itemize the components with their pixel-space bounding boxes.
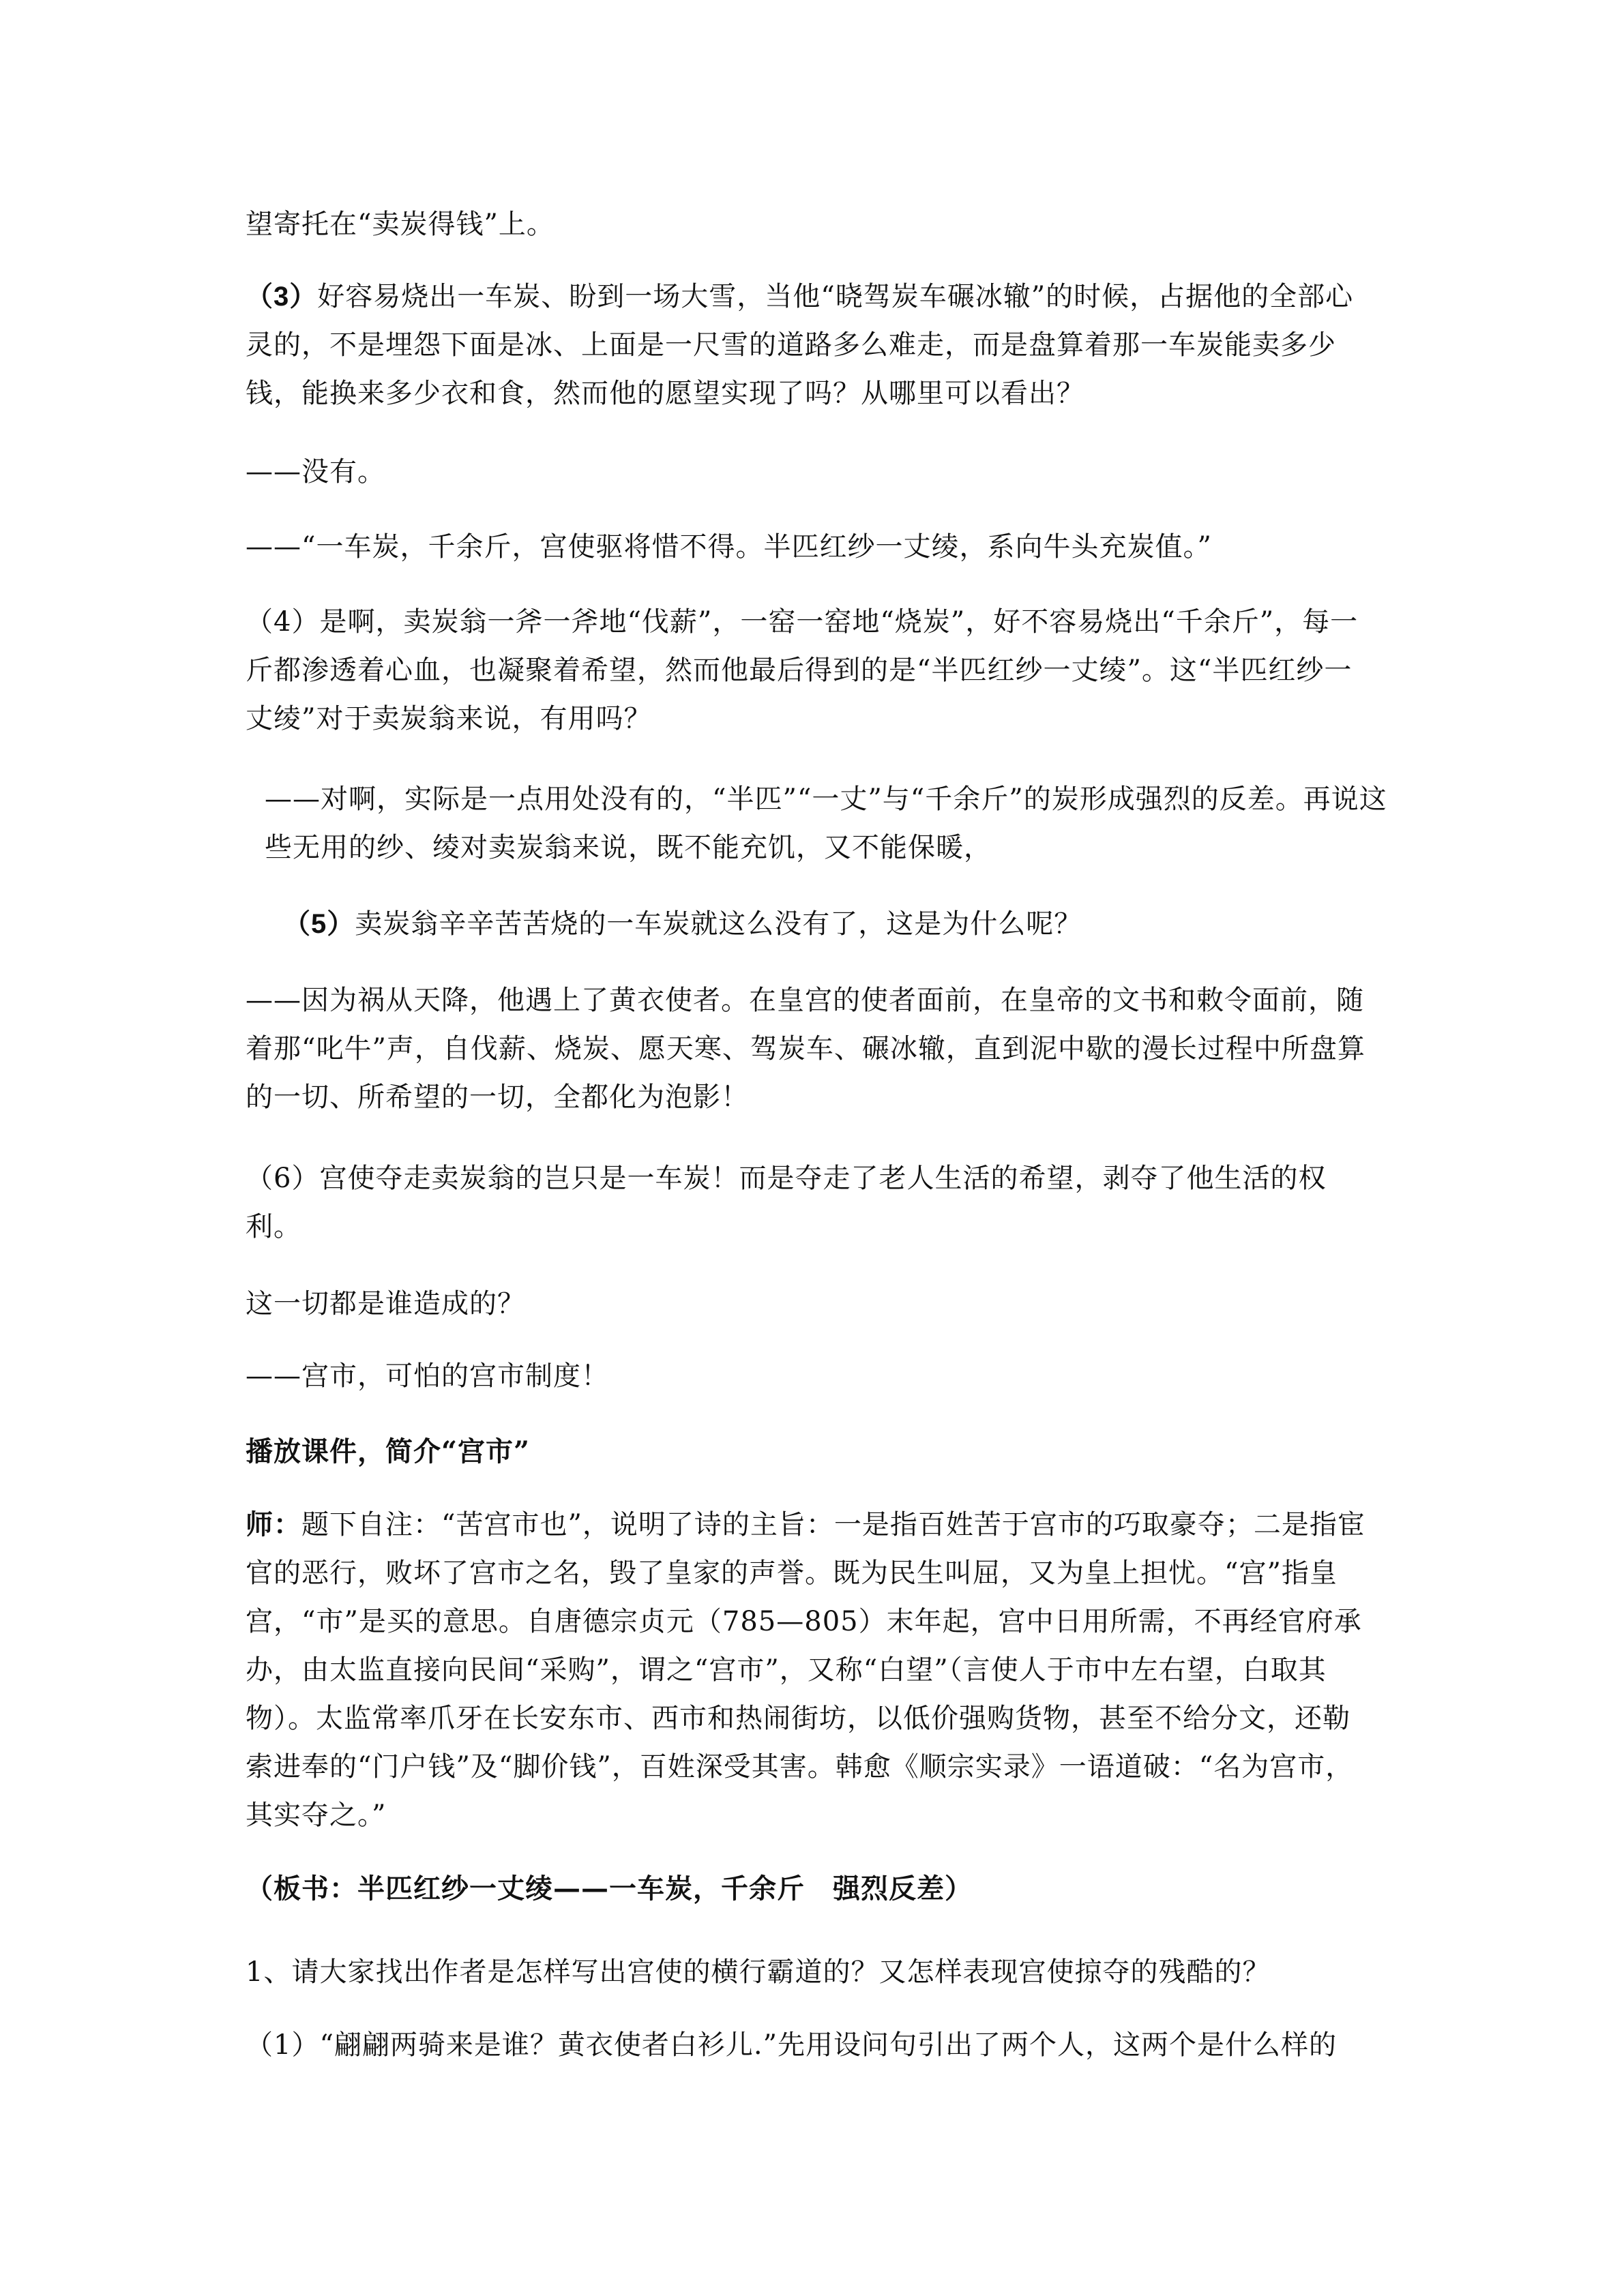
item-number-5: （5） (283, 909, 355, 939)
teacher-label: 师： (246, 1508, 301, 1540)
paragraph-1: 望寄托在“卖炭得钱”上。 (246, 209, 555, 240)
paragraph-4: ——“一车炭，千余斤，宫使驱将惜不得。半匹红纱一丈绫，系向牛头充炭值。” (246, 531, 1212, 563)
paragraph-2-text: 好容易烧出一车炭、盼到一场大雪，当他“晓驾炭车碾冰辙”的时候，占据他的全部心灵的，不是埋怨下面是冰、上面是一尺雪的道路多么难走，而是盘算着那一车炭能卖多少钱，能换来多少衣和食，然而他的愿望实现了吗？从哪里可以看出？ (246, 281, 1354, 409)
paragraph-11: ——宫市，可怕的宫市制度！ (246, 1360, 609, 1392)
item-number-3: （3） (246, 282, 318, 312)
paragraph-16: （1）“翩翩两骑来是谁？黄衣使者白衫儿.”先用设问句引出了两个人，这两个是什么样的 (246, 2029, 1338, 2061)
section-heading: 播放课件，简介“宫市” (246, 1435, 531, 1467)
paragraph-13 (246, 1500, 1378, 1840)
blackboard-note: （板书：半匹红纱一丈绫——一车炭，千余斤 强烈反差） (246, 1873, 973, 1905)
paragraph-9: （6）宫使夺走卖炭翁的岂只是一车炭！而是夺走了老人生活的希望，剥夺了他生活的权利。 (246, 1163, 1327, 1242)
paragraph-15: 1、请大家找出作者是怎样写出宫使的横行霸道的？又怎样表现宫使掠夺的残酷的？ (246, 1956, 1271, 1988)
paragraph-7-text: 卖炭翁辛辛苦苦烧的一车炭就这么没有了，这是为什么呢？ (355, 908, 1082, 940)
paragraph-3: ——没有。 (246, 456, 385, 488)
paragraph-7 (246, 900, 1415, 949)
paragraph-10: 这一切都是谁造成的？ (246, 1288, 525, 1320)
paragraph-13-text: 题下自注：“苦宫市也”，说明了诗的主旨：一是指百姓苦于宫市的巧取豪夺；二是指宦官的恶行，败坏了宫市之名，毁了皇家的声誉。既为民生叫屈，又为皇上担忧。“宫”指皇宫，“市”是买的意思。自唐德宗贞元（785—805）末年起，宫中日用所需，不再经官府承办，由太监直接向民间“采购”，谓之“宫市”，又称“白望”（言使人于市中左右望，白取其物）。太监常率爪牙在长安东市、西市和热闹街坊，以低价强购货物，甚至不给分文，还勒索进奉的“门户钱”及“脚价钱”，百姓深受其害。韩愈《顺宗实录》一语道破：“名为宫市，其实夺之。” (246, 1509, 1365, 1831)
paragraph-5: （4）是啊，卖炭翁一斧一斧地“伐薪”，一窑一窑地“烧炭”，好不容易烧出“千余斤”，每一斤都渗透着心血，也凝聚着希望，然而他最后得到的是“半匹红纱一丈绫”。这“半匹红纱一丈绫”对于卖炭翁来说，有用吗？ (246, 606, 1359, 734)
paragraph-8: ——因为祸从天降，他遇上了黄衣使者。在皇宫的使者面前，在皇帝的文书和敕令面前，随着那“叱牛”声，自伐薪、烧炭、愿天寒、驾炭车、碾冰辙，直到泥中歇的漫长过程中所盘算的一切、所希望的一切，全都化为泡影！ (246, 985, 1365, 1113)
paragraph-6: ——对啊，实际是一点用处没有的，“半匹”“一丈”与“千余斤”的炭形成强烈的反差。再说这些无用的纱、绫对卖炭翁来说，既不能充饥，又不能保暖， (265, 784, 1387, 863)
paragraph-2 (246, 273, 1378, 418)
